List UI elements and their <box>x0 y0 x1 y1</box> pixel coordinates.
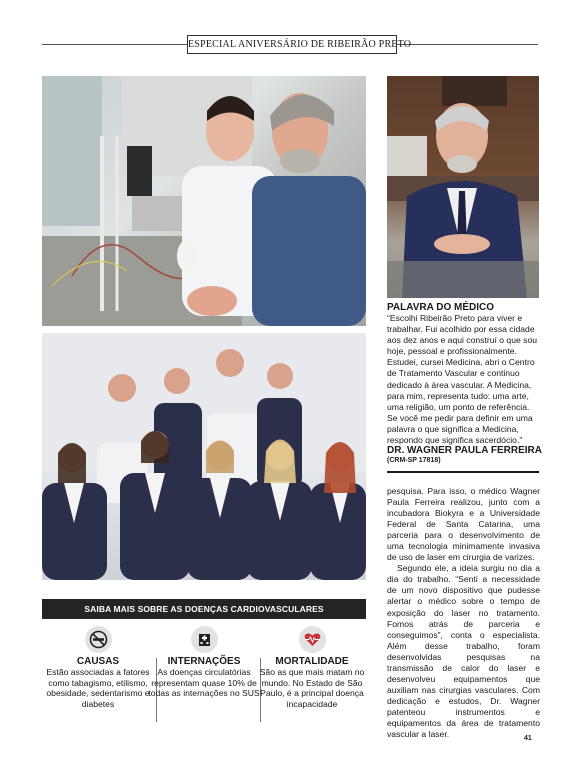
article-paragraph: Segundo ele, a ideia surgiu no dia a dia do trabalho. “Senti a necessidade de um novo dispositivo que pudesse alertar o médico sobre o tempo de exposição do laser no tratamento. Fomos atrás de parceria e conseguimos”, conta o especialista. Além desse trabalho, foram desenvolvidas pesquisas na transmissão de calor do laser e desenvolveu equipamentos que auxiliam nas cirurgias vasculares. Com dedicação e estudos, Dr. Wagner patenteou instrumentos e equipamentos da área de tratamento vascular a laser. <box>387 563 540 740</box>
section-header: ESPECIAL ANIVERSÁRIO DE RIBEIRÃO PRETO <box>187 35 397 54</box>
doctor-crm: (CRM-SP 17818) <box>387 457 441 464</box>
stat-label: MORTALIDADE <box>275 656 349 667</box>
stat-label: CAUSAS <box>76 656 120 667</box>
team-photo <box>42 333 366 580</box>
doctor-portrait-photo <box>387 76 539 298</box>
team-photo-illustration <box>42 333 366 580</box>
infobox-banner: SAIBA MAIS SOBRE AS DOENÇAS CARDIOVASCULARES <box>42 599 366 619</box>
no-smoking-icon <box>85 626 112 653</box>
stat-text: Estão associadas a fatores como tabagismo, etilismo, obesidade, sedentarismo e diabetes <box>46 667 150 709</box>
doctor-quote: “Escolhi Ribeirão Preto para viver e trabalhar. Fui acolhido por essa cidade aos dez anos e aqui construí o que sou hoje, pessoal e profissionalmente. Estudei, cursei Medicina, abri o Centro de Tratamento Vascular e continuo dedicado à área vascular. A Medicina, para mim, representa tudo: uma arte, uma religião, um ponto de referência. Se você me pedir para definir em uma palavra o que significa a Medicina, respondo que significa sacerdócio.” <box>387 313 538 446</box>
stat-mortalidade <box>256 626 368 709</box>
doctor-signature: DR. WAGNER PAULA FERREIRA <box>387 445 542 456</box>
lab-photo-illustration <box>42 76 366 326</box>
stat-text: São as que mais matam no mundo. No Estado de São Paulo, é a principal doença incapacidade <box>259 667 365 709</box>
stat-causas <box>42 626 154 709</box>
stat-text: As doenças circulatórias representam quase 10% de todas as internações no SUS <box>148 667 260 699</box>
sidebar-rule <box>387 471 539 473</box>
sidebar-title: PALAVRA DO MÉDICO <box>387 302 495 313</box>
hospital-icon <box>191 626 218 653</box>
lab-photo <box>42 76 366 326</box>
heart-pulse-icon <box>299 626 326 653</box>
article-column <box>387 486 540 740</box>
article-paragraph: pesquisa. Para isso, o médico Wagner Paula Ferreira realizou, junto com a incubadora Biokyra e a Universidade Federal de Santa Catarina, uma parceria para o desenvolvimento de uma tecnologia minimamente invasiva de uso de laser em cirurgia de varizes. <box>387 486 540 563</box>
doctor-portrait-illustration <box>387 76 539 298</box>
stat-internacoes <box>148 626 260 699</box>
page-number: 41 <box>524 735 532 742</box>
stat-label: INTERNAÇÕES <box>167 656 241 667</box>
